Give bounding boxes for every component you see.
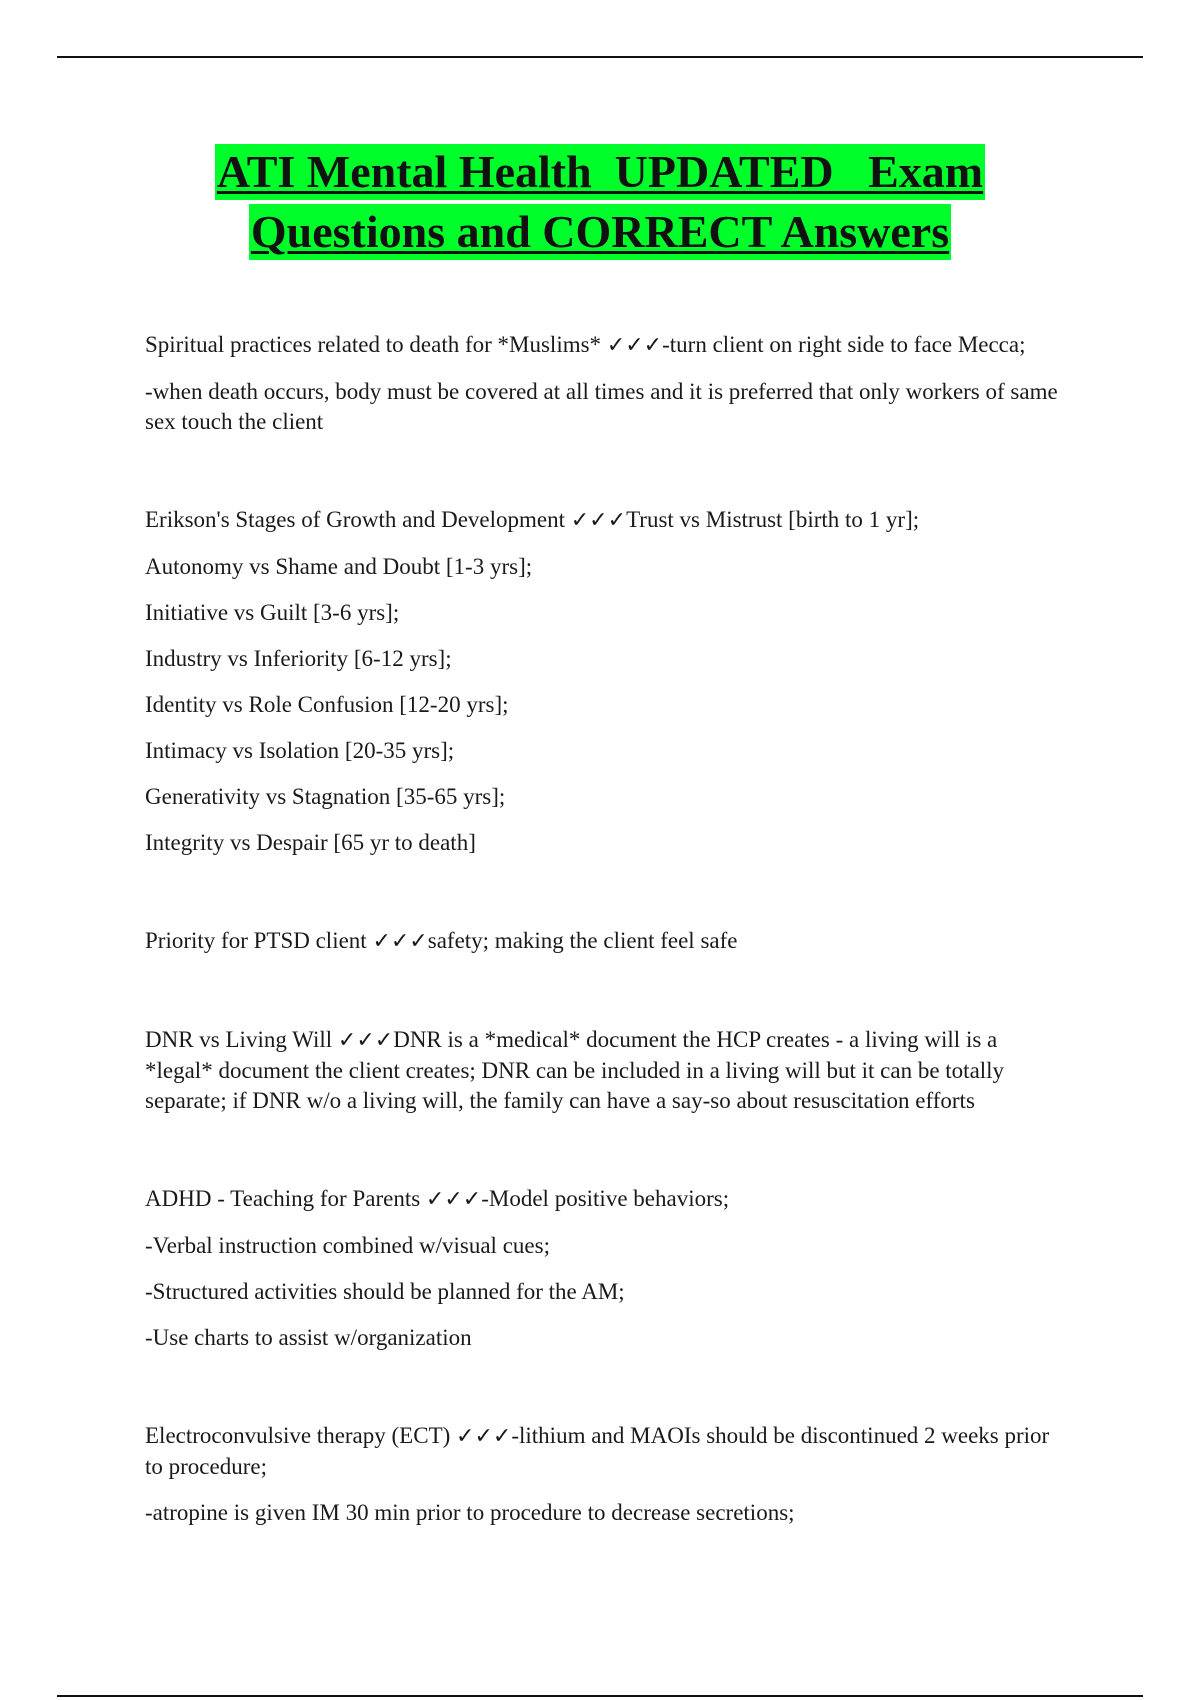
qa-content	[145, 330, 1065, 1544]
answer-line: Intimacy vs Isolation [20-35 yrs];	[145, 738, 455, 763]
title-line-1: ATI Mental Health UPDATED Exam	[215, 144, 985, 200]
answer-line: -atropine is given IM 30 min prior to procedure to decrease secretions;	[145, 1500, 795, 1525]
qa-entry	[145, 1421, 1065, 1528]
answer-line: Autonomy vs Shame and Doubt [1-3 yrs];	[145, 554, 533, 579]
answer-line: Generativity vs Stagnation [35-65 yrs];	[145, 784, 506, 809]
qa-question-line	[145, 1421, 1065, 1482]
qa-question-line	[145, 926, 1065, 957]
bottom-rule	[57, 1695, 1143, 1697]
question-text: Spiritual practices related to death for *Muslims*	[145, 332, 607, 357]
answer-text: -lithium and MAOIs should be discontinued 2 weeks prior to procedure;	[145, 1423, 1055, 1479]
question-text: DNR vs Living Will	[145, 1027, 338, 1052]
top-rule	[57, 56, 1143, 58]
answer-text: DNR is a *medical* document the HCP creates - a living will is a *legal* document the client creates; DNR can be included in a living will but it can be totally separate; if DNR w/o a living will, the family can have a say-so about resuscitation efforts	[145, 1027, 1010, 1113]
checkmark-icon: ✓✓✓	[425, 1187, 482, 1212]
question-text: ADHD - Teaching for Parents	[145, 1186, 426, 1211]
qa-question-line	[145, 330, 1065, 361]
answer-line: Identity vs Role Confusion [12-20 yrs];	[145, 692, 509, 717]
qa-question-line	[145, 505, 1065, 536]
qa-entry	[145, 505, 1065, 858]
title-line-2: Questions and CORRECT Answers	[249, 204, 951, 260]
checkmark-icon: ✓✓✓	[570, 508, 627, 533]
qa-entry	[145, 1025, 1065, 1116]
qa-question-line	[145, 1184, 1065, 1215]
answer-line: Integrity vs Despair [65 yr to death]	[145, 830, 476, 855]
question-text: Erikson's Stages of Growth and Development	[145, 507, 571, 532]
question-text: Priority for PTSD client	[145, 928, 373, 953]
answer-line: -when death occurs, body must be covered at all times and it is preferred that only workers of same sex touch the client	[145, 379, 1064, 434]
qa-entry	[145, 926, 1065, 957]
answer-text: safety; making the client feel safe	[427, 928, 738, 953]
checkmark-icon: ✓✓✓	[606, 333, 663, 358]
checkmark-icon: ✓✓✓	[372, 929, 428, 954]
answer-text: -turn client on right side to face Mecca;	[662, 332, 1026, 357]
answer-text: Trust vs Mistrust [birth to 1 yr];	[626, 507, 920, 532]
qa-entry	[145, 330, 1065, 437]
answer-line: -Use charts to assist w/organization	[145, 1325, 472, 1350]
checkmark-icon: ✓✓✓	[456, 1424, 512, 1449]
document-title	[0, 144, 1200, 264]
qa-entry	[145, 1184, 1065, 1353]
question-text: Electroconvulsive therapy (ECT)	[145, 1423, 457, 1448]
answer-line: Industry vs Inferiority [6-12 yrs];	[145, 646, 452, 671]
qa-question-line	[145, 1025, 1065, 1116]
checkmark-icon: ✓✓✓	[337, 1028, 394, 1053]
answer-line: -Structured activities should be planned for the AM;	[145, 1279, 625, 1304]
answer-line: -Verbal instruction combined w/visual cues;	[145, 1233, 550, 1258]
answer-line: Initiative vs Guilt [3-6 yrs];	[145, 600, 400, 625]
answer-text: -Model positive behaviors;	[481, 1186, 730, 1211]
